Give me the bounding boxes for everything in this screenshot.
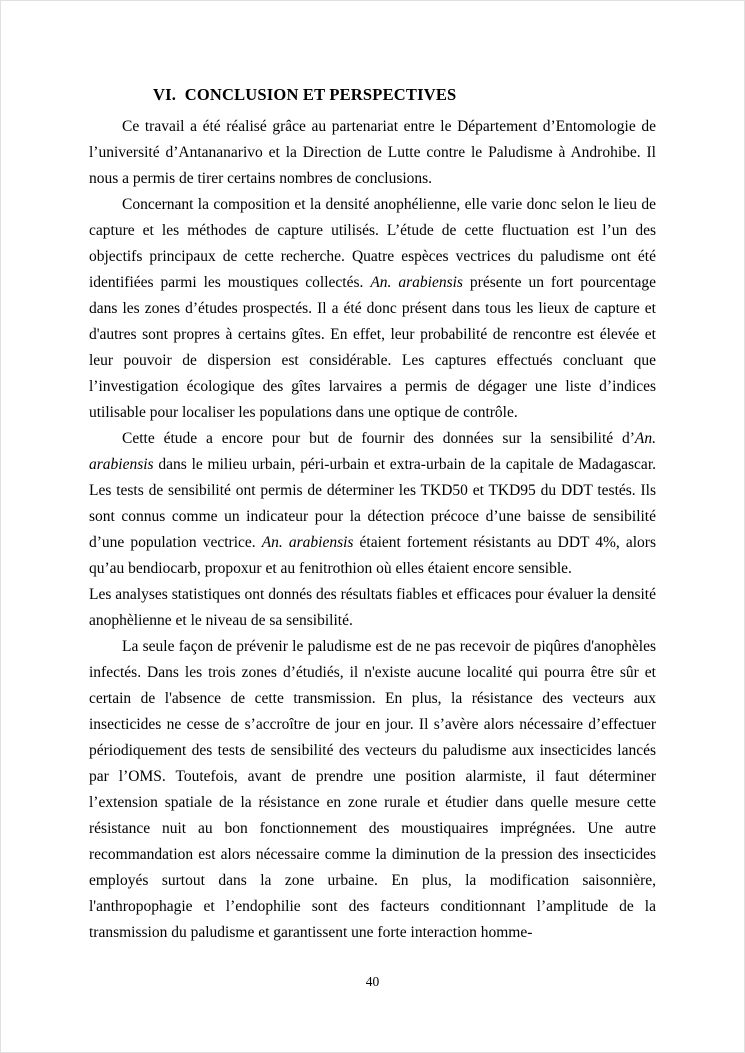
species-name-italic: An. arabiensis [89,430,656,473]
paragraph [89,634,656,946]
page-number: 40 [365,974,380,989]
species-name-italic: An. arabiensis [370,274,463,291]
paragraph [89,582,656,634]
text-run: présente un fort pourcentage dans les zones d’études prospectés. Il a été donc présent dans tous les lieux de capture et d'autres sont propres à certains gîtes. En effet, leur probabilité de rencontre est élevée et leur pouvoir de dispersion est considérable. Les captures effectués concluant que l’investigation écologique des gîtes larvaires a permis de dégager une liste d’indices utilisable pour localiser les populations dans une optique de contrôle. [89,274,656,421]
text-run: Cette étude a encore pour but de fournir des données sur la sensibilité d’ [122,430,635,447]
text-run: Les analyses statistiques ont donnés des résultats fiables et efficaces pour évaluer la densité anophèlienne et le niveau de sa sensibilité. [89,586,656,629]
paragraph [89,192,656,426]
document-body [89,114,656,946]
paragraph [89,426,656,582]
text-run: La seule façon de prévenir le paludisme est de ne pas recevoir de piqûres d'anophèles infectés. Dans les trois zones d’étudiés, il n'existe aucune localité qui pourra être sûr et certain de l'absence de cette transmission. En plus, la résistance des vecteurs aux insecticides ne cesse de s’accroître de jour en jour. Il s’avère alors nécessaire d’effectuer périodiquement des tests de sensibilité des vecteurs du paludisme aux insecticides lancés par l’OMS. Toutefois, avant de prendre une position alarmiste, il faut déterminer l’extension spatiale de la résistance en zone rurale et étudier dans quelle mesure cette résistance nuit au bon fonctionnement des moustiquaires imprégnées. Une autre recommandation est alors nécessaire comme la diminution de la pression des insecticides employés surtout dans la zone urbaine. En plus, la modification saisonnière, l'anthropophagie et l’endophilie sont des facteurs conditionnant l’amplitude de la transmission du paludisme et garantissent une forte interaction homme- [89,638,656,941]
text-run: étaient fortement résistants au DDT 4%, alors qu’au bendiocarb, propoxur et au fenitrothion où elles étaient encore sensible. [89,534,656,577]
text-run: dans le milieu urbain, péri-urbain et extra-urbain de la capitale de Madagascar. Les tests de sensibilité ont permis de déterminer les TKD50 et TKD95 du DDT testés. Ils sont connus comme un indicateur pour la détection précoce d’une baisse de sensibilité d’une population vectrice. [89,456,656,551]
paragraph [89,114,656,192]
page-content [89,85,656,946]
species-name-italic: An. arabiensis [261,534,354,551]
text-run: Ce travail a été réalisé grâce au partenariat entre le Département d’Entomologie de l’université d’Antananarivo et la Direction de Lutte contre le Paludisme à Androhibe. Il nous a permis de tirer certains nombres de conclusions. [89,118,656,187]
text-run: Concernant la composition et la densité anophélienne, elle varie donc selon le lieu de capture et les méthodes de capture utilisés. L’étude de cette fluctuation est l’un des objectifs principaux de cette recherche. Quatre espèces vectrices du paludisme ont été identifiées parmi les moustiques collectés. [89,196,656,291]
section-title: VI. CONCLUSION ET PERSPECTIVES [153,85,457,104]
